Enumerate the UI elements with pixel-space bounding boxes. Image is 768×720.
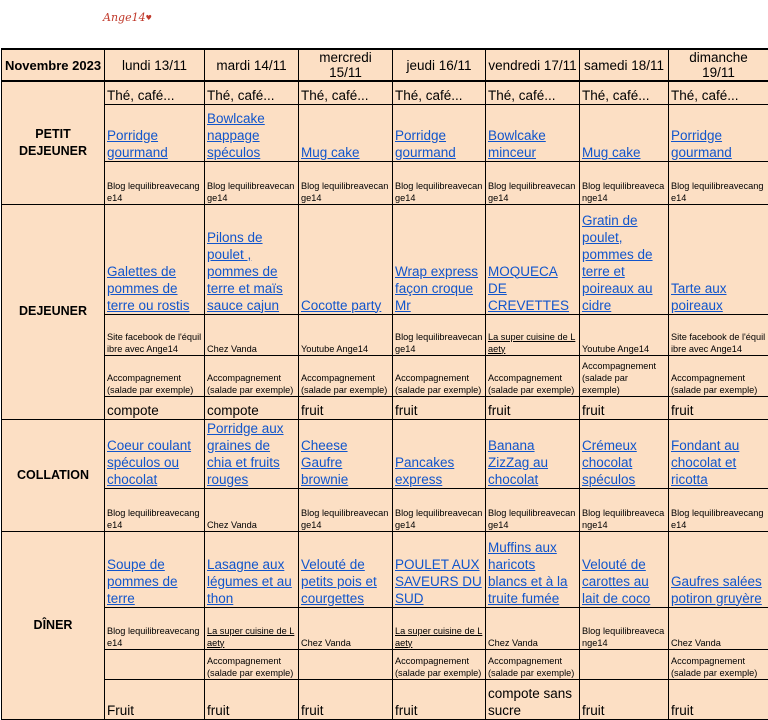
dessert-cell: fruit — [671, 402, 766, 419]
dinner-side-row — [2, 649, 768, 679]
recipe-source: Blog lequilibreavecange14 — [301, 507, 390, 531]
recipe-source: La super cuisine de Laety — [207, 625, 296, 649]
day-header: mardi 14/11 — [205, 49, 299, 81]
dessert-cell: fruit — [582, 702, 666, 719]
recipe-link[interactable]: Coeur coulant spéculos ou chocolat — [107, 437, 202, 488]
recipe-source: La super cuisine de Laety — [488, 331, 577, 355]
recipe-source: Blog lequilibreavecange14 — [395, 507, 483, 531]
day-header: vendredi 17/11 — [486, 49, 580, 81]
recipe-link[interactable]: Bowlcake minceur — [488, 127, 577, 161]
recipe-link[interactable]: Banana ZizZag au chocolat — [488, 437, 577, 488]
recipe-source: Chez Vanda — [488, 637, 577, 649]
recipe-source: Blog lequilibreavecange14 — [395, 331, 483, 355]
dessert-cell: fruit — [395, 402, 483, 419]
recipe-source: Blog lequilibreavecange14 — [301, 180, 390, 204]
recipe-link[interactable]: Gaufres salées potiron gruyère — [671, 573, 766, 607]
side-dish-note: Accompagnement (salade par exemple) — [395, 655, 483, 679]
dinner-source-row — [2, 607, 768, 649]
recipe-source: Blog lequilibreavecange14 — [107, 625, 202, 649]
recipe-source: Blog lequilibreavecange14 — [671, 507, 766, 531]
dinner-dish-row — [2, 531, 768, 607]
recipe-source: Youtube Ange14 — [582, 343, 666, 355]
meal-label-lunch: DEJEUNER — [2, 204, 105, 419]
recipe-link[interactable]: Cocotte party — [301, 297, 390, 314]
recipe-source: Blog lequilibreavecange14 — [488, 507, 577, 531]
recipe-link[interactable]: Wrap express façon croque Mr — [395, 263, 483, 314]
recipe-source: Blog lequilibreavecange14 — [582, 180, 666, 204]
recipe-link[interactable]: Bowlcake nappage spéculos — [207, 110, 296, 161]
day-header: dimanche 19/11 — [669, 49, 768, 81]
recipe-link[interactable]: Porridge gourmand — [107, 127, 202, 161]
dessert-cell: fruit — [301, 702, 390, 719]
lunch-dessert-row — [2, 396, 768, 419]
recipe-source: Blog lequilibreavecange14 — [671, 180, 766, 204]
side-dish-note: Accompagnement (salade par exemple) — [107, 372, 202, 396]
recipe-link[interactable]: Galettes de pommes de terre ou rostis — [107, 263, 202, 314]
day-header: lundi 13/11 — [105, 49, 205, 81]
dessert-cell: Fruit — [107, 702, 202, 719]
recipe-link[interactable]: Tarte aux poireaux — [671, 280, 766, 314]
snack-dish-row — [2, 419, 768, 488]
dessert-cell: fruit — [301, 402, 390, 419]
side-dish-note: Accompagnement (salade par exemple) — [582, 360, 666, 396]
recipe-link[interactable]: Mug cake — [301, 144, 390, 161]
side-dish-note: Accompagnement (salade par exemple) — [207, 655, 296, 679]
side-dish-note: Accompagnement (salade par exemple) — [207, 372, 296, 396]
recipe-link[interactable]: Pancakes express — [395, 454, 483, 488]
recipe-source: Chez Vanda — [207, 519, 296, 531]
recipe-link[interactable]: Porridge aux graines de chia et fruits rouges — [207, 420, 296, 488]
brand-logo: Ange14♥ — [103, 9, 137, 27]
meal-planner-table — [1, 48, 768, 720]
recipe-source: La super cuisine de Laety — [395, 625, 483, 649]
header-row — [2, 49, 768, 81]
recipe-source: Blog lequilibreavecange14 — [582, 625, 666, 649]
recipe-source: Blog lequilibreavecange14 — [207, 180, 296, 204]
drink-cell: Thé, café... — [488, 87, 577, 104]
drink-cell: Thé, café... — [395, 87, 483, 104]
dessert-cell: compote — [207, 402, 296, 419]
day-header: jeudi 16/11 — [393, 49, 486, 81]
recipe-link[interactable]: Pilons de poulet , pommes de terre et maïs sauce cajun — [207, 229, 296, 314]
recipe-link[interactable]: Lasagne aux légumes et au thon — [207, 556, 296, 607]
lunch-side-row — [2, 355, 768, 396]
meal-label-dinner: DÎNER — [2, 531, 105, 719]
drink-cell: Thé, café... — [671, 87, 766, 104]
recipe-source: Site facebook de l'équilibre avec Ange14 — [671, 331, 766, 355]
dessert-cell: fruit — [582, 402, 666, 419]
day-header: mercredi 15/11 — [299, 49, 393, 81]
recipe-source: Blog lequilibreavecange14 — [107, 507, 202, 531]
dessert-cell: fruit — [395, 702, 483, 719]
month-header: Novembre 2023 — [2, 49, 105, 81]
snack-source-row — [2, 488, 768, 531]
recipe-source: Chez Vanda — [301, 637, 390, 649]
recipe-source: Blog lequilibreavecange14 — [107, 180, 202, 204]
day-header: samedi 18/11 — [580, 49, 669, 81]
recipe-link[interactable]: Fondant au chocolat et ricotta — [671, 437, 766, 488]
dessert-cell: compote sans sucre — [488, 685, 577, 719]
recipe-link[interactable]: MOQUECA DE CREVETTES — [488, 263, 577, 314]
breakfast-source-row — [2, 161, 768, 204]
drink-cell: Thé, café... — [301, 87, 390, 104]
recipe-link[interactable]: Velouté de carottes au lait de coco — [582, 556, 666, 607]
drink-cell: Thé, café... — [207, 87, 296, 104]
dessert-cell: compote — [107, 402, 202, 419]
recipe-link[interactable]: Muffins aux haricots blancs et à la truite fumée — [488, 539, 577, 607]
dessert-cell: fruit — [671, 702, 766, 719]
recipe-link[interactable]: Gratin de poulet, pommes de terre et poireaux au cidre — [582, 212, 666, 314]
recipe-link[interactable]: Velouté de petits pois et courgettes — [301, 556, 390, 607]
recipe-source: Blog lequilibreavecange14 — [488, 180, 577, 204]
side-dish-note: Accompagnement (salade par exemple) — [301, 372, 390, 396]
recipe-link[interactable]: Porridge gourmand — [671, 127, 766, 161]
side-dish-note: Accompagnement (salade par exemple) — [671, 372, 766, 396]
recipe-link[interactable]: Crémeux chocolat spéculos — [582, 437, 666, 488]
lunch-source-row — [2, 314, 768, 355]
recipe-link[interactable]: Cheese Gaufre brownie — [301, 437, 390, 488]
dessert-cell: fruit — [207, 702, 296, 719]
recipe-source: Chez Vanda — [671, 637, 766, 649]
recipe-link[interactable]: POULET AUX SAVEURS DU SUD — [395, 556, 483, 607]
dinner-dessert-row — [2, 679, 768, 719]
recipe-source: Youtube Ange14 — [301, 343, 390, 355]
drink-cell: Thé, café... — [582, 87, 666, 104]
side-dish-note: Accompagnement (salade par exemple) — [488, 655, 577, 679]
side-dish-note: Accompagnement (salade par exemple) — [488, 372, 577, 396]
recipe-source: Site facebook de l'équilibre avec Ange14 — [107, 331, 202, 355]
lunch-dish-row — [2, 204, 768, 314]
recipe-source: Chez Vanda — [207, 343, 296, 355]
recipe-link[interactable]: Mug cake — [582, 144, 666, 161]
drinks-row — [2, 81, 768, 104]
meal-label-snack: COLLATION — [2, 419, 105, 531]
dessert-cell: fruit — [488, 402, 577, 419]
drink-cell: Thé, café... — [107, 87, 202, 104]
recipe-link[interactable]: Soupe de pommes de terre — [107, 556, 202, 607]
recipe-source: Blog lequilibreavecange14 — [395, 180, 483, 204]
side-dish-note: Accompagnement (salade par exemple) — [671, 655, 766, 679]
side-dish-note: Accompagnement (salade par exemple) — [395, 372, 483, 396]
recipe-link[interactable]: Porridge gourmand — [395, 127, 483, 161]
breakfast-dish-row — [2, 104, 768, 161]
meal-label-breakfast: PETIT DEJEUNER — [2, 81, 105, 204]
recipe-source: Blog lequilibreavecange14 — [582, 507, 666, 531]
